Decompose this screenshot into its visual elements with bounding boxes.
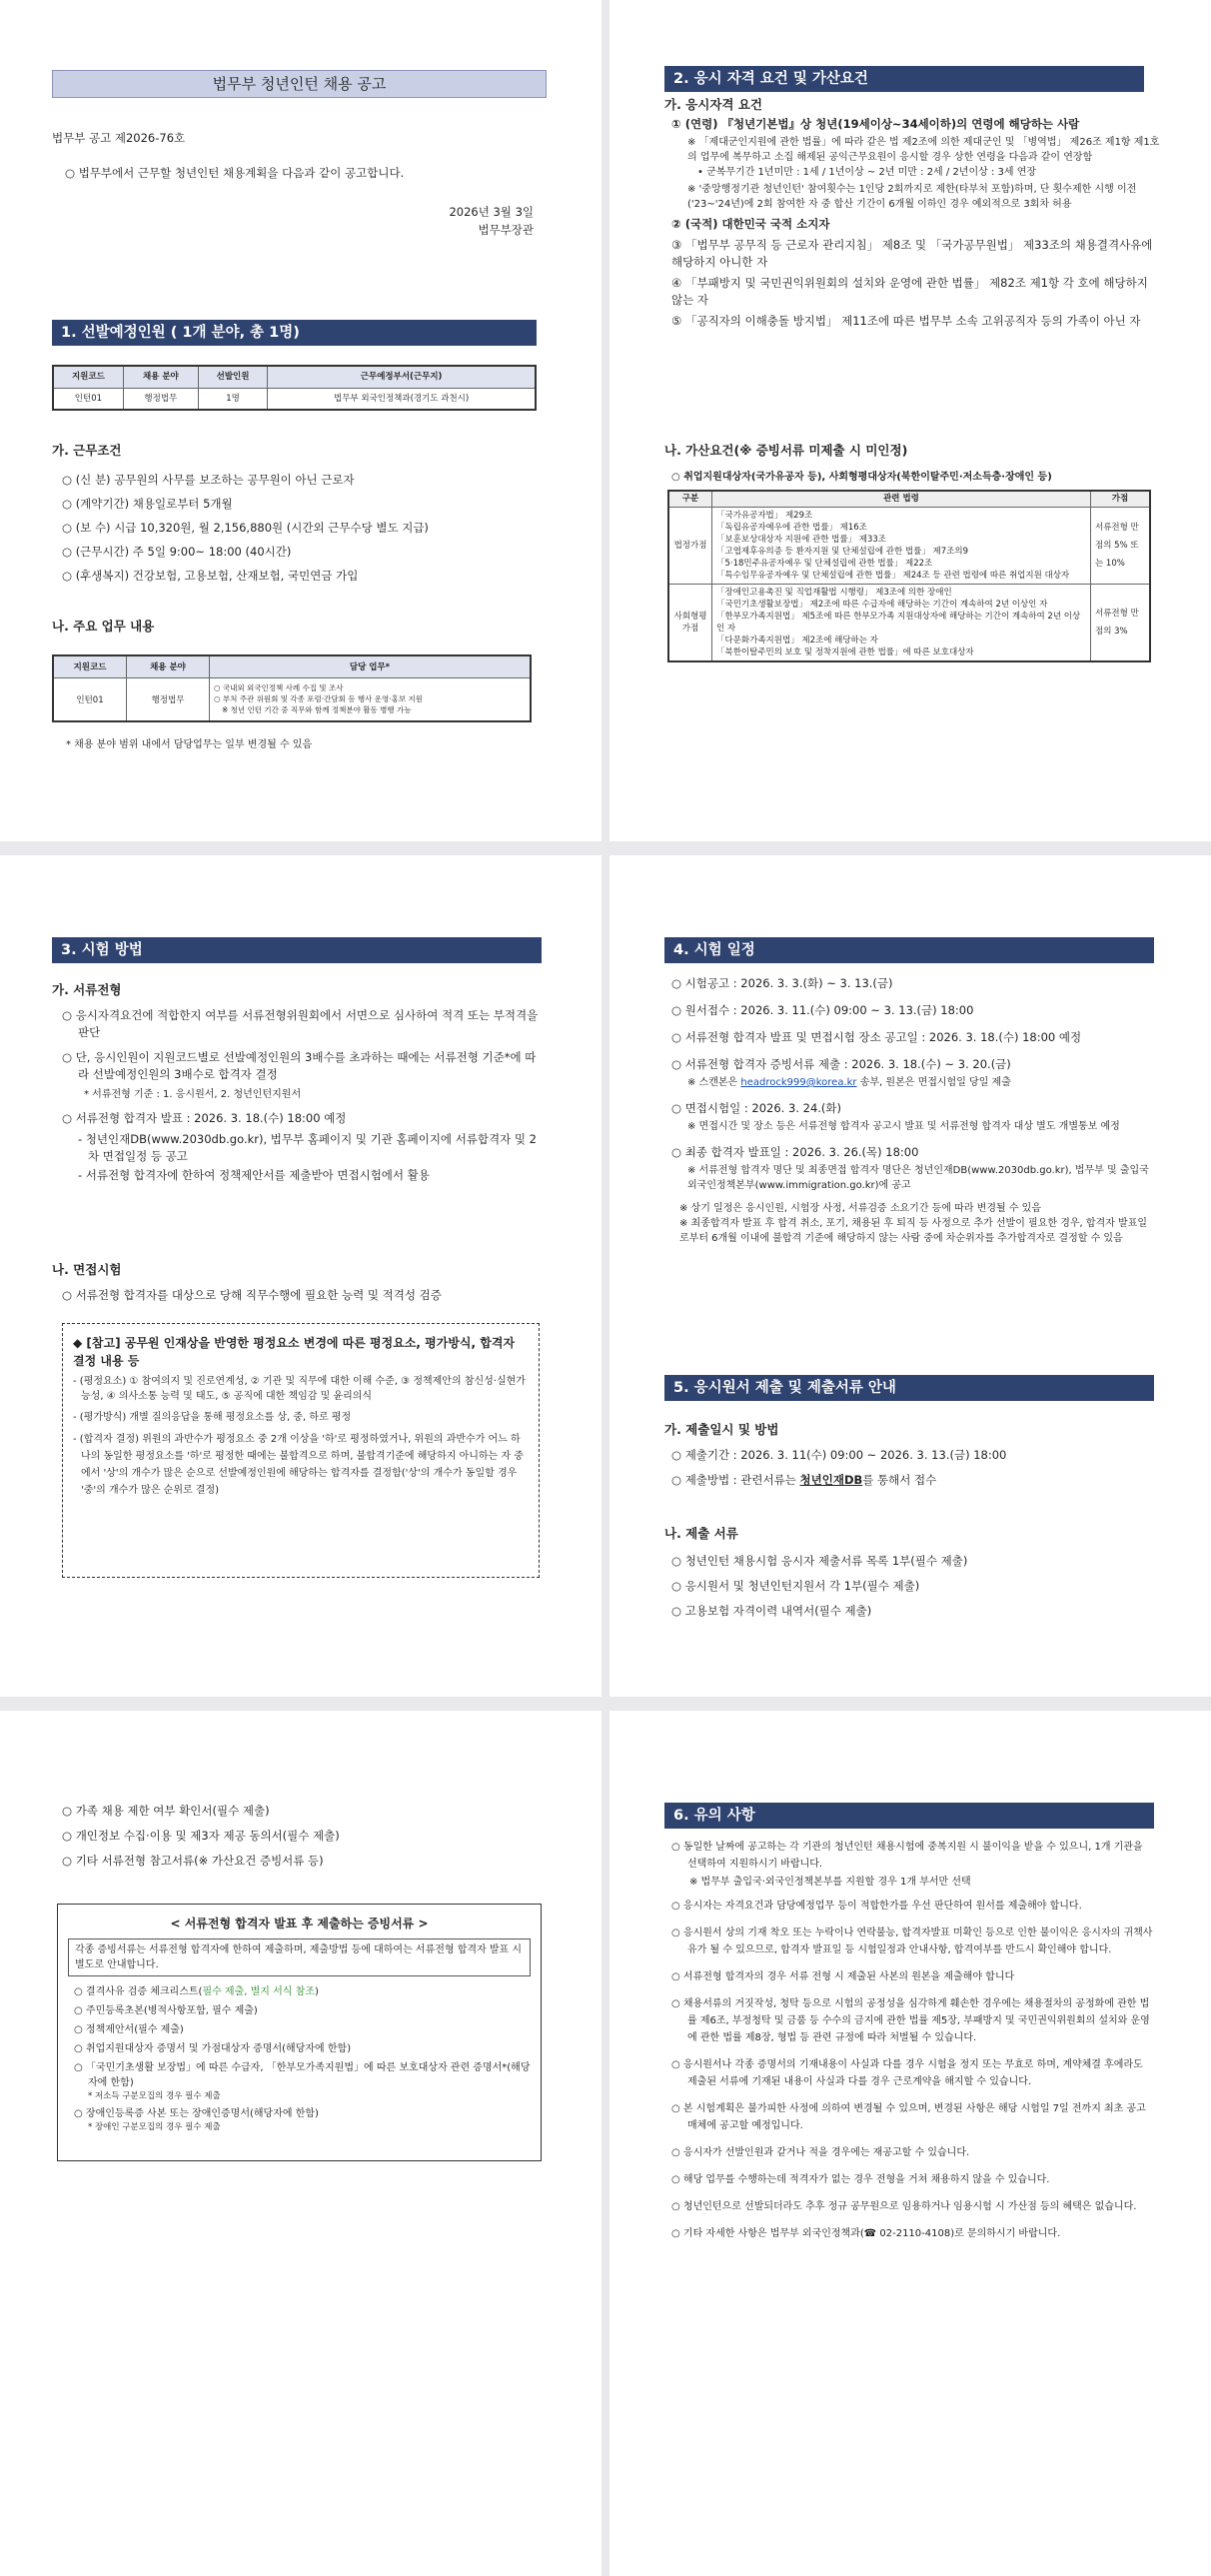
box-line: - (평정요소) ① 참여의지 및 진로연계성, ② 기관 및 직무에 대한 이해 수준, ③ 정책제안의 참신성·실현가능성, ④ 의사소통 능력 및 태도, ⑤ 공직에 대한 책임감 및 윤리의식 <box>73 1376 526 1402</box>
duty-item: ○ 국내외 외국인정책 사례 수집 및 조사 <box>214 683 344 693</box>
schedule-note: ※ 면접시간 및 장소 등은 서류전형 합격자 공고시 발표 및 서류전형 합격자 대상 별도 개별통보 예정 <box>687 1121 1120 1132</box>
law-item: 「5·18민주유공자예우 및 단체설립에 관한 법률」 제22조 <box>716 558 933 569</box>
list-item <box>671 1472 1155 1489</box>
page-1 <box>0 0 602 841</box>
documents-list <box>671 1553 1155 1620</box>
table-cell: 법정가점 <box>668 507 712 584</box>
bonus-table <box>667 490 1151 662</box>
qualification-note: • 군복무기간 1년미만 : 1세 / 1년이상 ~ 2년 미만 : 2세 / 2년이상 : 3세 연장 <box>697 167 1037 178</box>
table-header: 가점 <box>1091 491 1151 507</box>
note-text: 송부, 원본은 면접시험일 당일 제출 <box>856 1077 1011 1088</box>
sub-item: - 서류전형 합격자에 한하여 정책제안서를 제출받아 면접시험에서 활용 <box>78 1168 430 1182</box>
subheading-document-screening: 가. 서류전형 <box>52 982 122 997</box>
list-item: ○ (계약기간) 채용일로부터 5개월 <box>62 497 233 511</box>
subheading-qualifications: 가. 응시자격 요건 <box>664 97 762 112</box>
page-5 <box>0 1711 602 2576</box>
documents-list-cont <box>62 1803 542 1870</box>
notice-number: 법무부 공고 제2026-76호 <box>52 131 186 145</box>
page-6 <box>609 1711 1211 2576</box>
law-item: 「국가유공자법」 제29조 <box>716 510 813 521</box>
proof-required-label: 필수 제출, 별지 서식 참조 <box>202 1986 315 1997</box>
section-6-heading: 6. 유의 사항 <box>664 1803 1154 1829</box>
list-item: ○ 응시원서 상의 기재 착오 또는 누락이나 연락불능, 합격자발표 미확인 등으로 인한 불이익은 응시자의 귀책사유가 될 수 있으므로, 합격자 발표일 등 시험일정과 안내사항, 합격여부를 반드시 확인해야 합니다. <box>671 1928 1153 1955</box>
precautions-list <box>671 1839 1155 2242</box>
schedule-note: ※ 상기 일정은 응시인원, 시험장 사정, 서류검증 소요기간 등에 따라 변경될 수 있음 <box>679 1203 1042 1214</box>
section-4-heading: 4. 시험 일정 <box>664 937 1154 963</box>
list-item: ○ 가족 채용 제한 여부 확인서(필수 제출) <box>62 1804 270 1818</box>
qualification-nationality: ② (국적) 대한민국 국적 소지자 <box>671 217 830 231</box>
schedule-note: ※ 서류전형 합격자 명단 및 최종면접 합격자 명단은 청년인재DB(www.2030db.go.kr), 법무부 및 출입국외국인정책본부(www.immigration.go.kr)에 공고 <box>687 1165 1149 1191</box>
table-cell <box>210 677 532 721</box>
screening-list <box>62 1007 540 1184</box>
law-item: 「특수임무유공자예우 및 단체설립에 관한 법률」 제24조 등 관련 법령에 따른 취업지원 대상자 <box>716 570 1070 581</box>
schedule-note <box>671 1075 1155 1090</box>
list-item: ○ 단, 응시인원이 지원코드별로 선발예정인원의 3배수를 초과하는 때에는 서류전형 기준*에 따라 선발예정인원의 3배수로 합격자 결정 <box>62 1050 537 1081</box>
table-header: 채용 분야 <box>123 366 198 388</box>
proof-item: ○ 취업지원대상자 증명서 및 가점대상자 증명서(해당자에 한함) <box>74 2043 352 2054</box>
qualifications-list <box>671 116 1161 330</box>
box-intro: 각종 증빙서류는 서류전형 합격자에 한하여 제출하며, 제출방법 등에 대하여는 서류전형 합격자 발표 시 별도로 안내합니다. <box>68 1938 531 1976</box>
table-cell: 인턴01 <box>53 677 127 721</box>
table-cell <box>712 584 1091 661</box>
section-2-heading: 2. 응시 자격 요건 및 가산요건 <box>664 66 1144 92</box>
interview-desc: ○ 서류전형 합격자를 대상으로 당해 직무수행에 필요한 능력 및 적격성 검증 <box>62 1288 442 1302</box>
table-header: 근무예정부서(근무지) <box>268 366 536 388</box>
qualification-item: ⑤ 「공직자의 이해충돌 방지법」 제11조에 따른 법무부 소속 고위공직자 등의 가족이 아닌 자 <box>671 314 1141 328</box>
table-cell: 행정법무 <box>123 388 198 410</box>
schedule-item: ○ 서류전형 합격자 증빙서류 제출 : 2026. 3. 18.(수) ~ 3. 20.(금) <box>671 1057 1011 1071</box>
list-item: ○ (근무시간) 주 5일 9:00~ 18:00 (40시간) <box>62 545 292 559</box>
proof-item: ○ 정책제안서(필수 제출) <box>74 2024 184 2035</box>
table-header: 관련 법령 <box>712 491 1091 507</box>
section-5-heading: 5. 응시원서 제출 및 제출서류 안내 <box>664 1375 1154 1401</box>
qualification-item: ④ 「부패방지 및 국민권익위원회의 설치와 운영에 관한 법률」 제82조 제1항 각 호에 해당하지 않는 자 <box>671 276 1148 307</box>
list-item: ○ 기타 서류전형 참고서류(※ 가산요건 증빙서류 등) <box>62 1854 324 1868</box>
proof-item: ○ 장애인등록증 사본 또는 장애인증명서(해당자에 한함) <box>74 2108 319 2119</box>
proof-text: ) <box>314 1986 319 1997</box>
qualification-note: ※ 「제대군인지원에 관한 법률」에 따라 같은 법 제2조에 의한 제대군인 및 「병역법」 제26조 제1항 제1호의 업무에 복무하고 소집 해제된 공익근무요원이 응시할 경우 상한 연령을 다음과 같이 연장함 <box>687 137 1160 163</box>
proof-text: ○ 결격사유 검증 체크리스트( <box>74 1986 203 1997</box>
box-line: - (평가방식) 개별 질의응답을 통해 평정요소를 상, 중, 하로 평정 <box>73 1412 352 1423</box>
recruitment-table <box>52 365 537 411</box>
duty-item: ○ 부처 주관 위원회 및 각종 포럼·간담회 등 행사 운영·홍보 지원 <box>214 694 424 704</box>
subheading-interview: 나. 면접시험 <box>52 1262 122 1277</box>
law-item: 「국민기초생활보장법」 제2조에 따른 수급자에 해당하는 기간이 계속하여 2년 이상인 자 <box>716 599 1048 610</box>
law-item: 「독립유공자예우에 관한 법률」 제16조 <box>716 522 867 533</box>
qualification-note: ※ '중앙행정기관 청년인턴' 참여횟수는 1인당 2회까지로 제한(타부처 포함)하며, 단 횟수제한 시행 이전('23~'24년)에 2회 참여한 자 중 합산 기간이 6개월 이하인 경우 예외적으로 3회차 허용 <box>687 184 1137 210</box>
page-3 <box>0 855 602 1697</box>
qualification-item: ③ 「법무부 공무직 등 근로자 관리지침」 제8조 및 「국가공무원법」 제33조의 채용결격사유에 해당하지 아니한 자 <box>671 238 1153 269</box>
table-header: 지원코드 <box>53 366 123 388</box>
law-item: 「다문화가족지원법」 제2조에 해당하는 자 <box>716 635 878 645</box>
table-header: 담당 업무* <box>210 655 532 677</box>
proof-item <box>74 1984 531 1999</box>
table-cell: 행정법무 <box>127 677 210 721</box>
proof-note: * 장애인 구분모집의 경우 필수 제출 <box>88 2122 221 2132</box>
law-item: 「한부모가족지원법」 제5조에 따른 한부모가족 지원대상자에 해당하는 기간이 계속하여 2년 이상인 자 <box>716 611 1081 634</box>
list-item: ○ (보 수) 시급 10,320원, 월 2,156,880원 (시간외 근무수당 별도 지급) <box>62 521 429 535</box>
table-cell <box>712 507 1091 584</box>
subheading-submission: 가. 제출일시 및 방법 <box>664 1422 779 1437</box>
list-note: ※ 법무부 출입국·외국인정책본부를 지원할 경우 1개 부서만 선택 <box>689 1877 971 1888</box>
schedule-item: ○ 최종 합격자 발표일 : 2026. 3. 26.(목) 18:00 <box>671 1145 919 1159</box>
subheading-work-conditions: 가. 근무조건 <box>52 443 122 458</box>
list-item: ○ 본 시험계획은 불가피한 사정에 의하여 변경될 수 있으며, 변경된 사항은 해당 시험일 7일 전까지 최초 공고매체에 공고할 예정입니다. <box>671 2103 1146 2131</box>
list-item: ○ 기타 자세한 사항은 법무부 외국인정책과(☎ 02-2110-4108)로 문의하시기 바랍니다. <box>671 2228 1061 2239</box>
proof-item: ○ 주민등록초본(병적사항포함, 필수 제출) <box>74 2005 258 2016</box>
sub-item: - 청년인재DB(www.2030db.go.kr), 법무부 홈페이지 및 기관 홈페이지에 서류합격자 및 2차 면접일정 등 공고 <box>78 1132 537 1163</box>
table-cell: 서류전형 만점의 5% 또는 10% <box>1091 507 1151 584</box>
table-header: 채용 분야 <box>127 655 210 677</box>
table-cell: 법무부 외국인정책과(경기도 과천시) <box>268 388 536 410</box>
email-link[interactable]: headrock999@korea.kr <box>740 1077 857 1088</box>
list-item: ○ 응시자는 자격요건과 담당예정업무 등이 적합한가를 우선 판단하여 원서를 제출해야 합니다. <box>671 1901 1082 1912</box>
table-cell: 1명 <box>198 388 267 410</box>
table-cell: 인턴01 <box>53 388 123 410</box>
schedule-item: ○ 원서접수 : 2026. 3. 11.(수) 09:00 ~ 3. 13.(금) 18:00 <box>671 1003 974 1017</box>
table-cell: 서류전형 만점의 3% <box>1091 584 1151 661</box>
law-item: 「북한이탈주민의 보호 및 정착지원에 관한 법률」에 따른 보호대상자 <box>716 646 974 657</box>
proof-list <box>68 1984 531 2133</box>
duties-table <box>52 654 532 722</box>
announce-date: 2026년 3월 3일 <box>449 205 534 219</box>
page-4 <box>609 855 1211 1697</box>
list-item: ○ 해당 업무를 수행하는데 적격자가 없는 경우 전형을 거쳐 채용하지 않을 수 있습니다. <box>671 2174 1050 2185</box>
proof-note: * 저소득 구분모집의 경우 필수 제출 <box>88 2091 221 2101</box>
duties-footnote: * 채용 분야 범위 내에서 담당업무는 일부 변경될 수 있음 <box>66 739 313 750</box>
subheading-bonus: 나. 가산요건(※ 증빙서류 미제출 시 미인정) <box>664 443 908 458</box>
table-header: 지원코드 <box>53 655 127 677</box>
proof-docs-box <box>57 1904 542 2161</box>
table-header: 선발인원 <box>198 366 267 388</box>
list-item: ○ 서류전형 합격자 발표 : 2026. 3. 18.(수) 18:00 예정 <box>62 1111 347 1125</box>
schedule-note: ※ 최종합격자 발표 후 합격 취소, 포기, 채용된 후 퇴직 등 사정으로 추가 선발이 필요한 경우, 합격자 발표일로부터 6개월 이내에 불합격 기준에 해당하지 않는 사람 중에 차순위자를 추가합격자로 결정할 수 있음 <box>679 1218 1148 1244</box>
page-2 <box>609 0 1211 841</box>
issuer: 법무부장관 <box>478 223 534 237</box>
list-item: ○ 제출기간 : 2026. 3. 11(수) 09:00 ~ 2026. 3. 13.(금) 18:00 <box>671 1448 1007 1462</box>
section-1-heading: 1. 선발예정인원 ( 1개 분야, 총 1명) <box>52 320 537 346</box>
list-item: ○ 응시원서나 각종 증명서의 기재내용이 사실과 다를 경우 시험을 정지 또는 무효로 하며, 계약체결 후에라도 제출된 서류에 기재된 내용이 사실과 다를 경우 근로계약을 해지할 수 있습니다. <box>671 2059 1143 2087</box>
table-header: 구분 <box>668 491 712 507</box>
qualification-age: ① (연령) 『청년기본법』상 청년(19세이상~34세이하)의 연령에 해당하는 사람 <box>671 117 1080 131</box>
schedule-item: ○ 면접시험일 : 2026. 3. 24.(화) <box>671 1101 841 1115</box>
schedule-item: ○ 서류전형 합격자 발표 및 면접시험 장소 공고일 : 2026. 3. 18.(수) 18:00 예정 <box>671 1030 1082 1044</box>
list-text: ○ 제출방법 : 관련서류는 <box>671 1473 800 1487</box>
youth-db-label: 청년인재DB <box>799 1473 863 1487</box>
evaluation-box <box>62 1323 540 1578</box>
list-item: ○ 응시자격요건에 적합한지 여부를 서류전형위원회에서 서면으로 심사하여 적격 또는 부적격을 판단 <box>62 1008 539 1039</box>
list-item: ○ 서류전형 합격자의 경우 서류 전형 시 제출된 사본의 원본을 제출해야 합니다 <box>671 1971 1015 1982</box>
intro-text: ○ 법무부에서 근무할 청년인턴 채용계획을 다음과 같이 공고합니다. <box>65 166 405 180</box>
list-item: ○ 응시자가 선발인원과 같거나 적을 경우에는 재공고할 수 있습니다. <box>671 2147 970 2158</box>
section-3-heading: 3. 시험 방법 <box>52 937 542 963</box>
schedule-item: ○ 시험공고 : 2026. 3. 3.(화) ~ 3. 13.(금) <box>671 976 893 990</box>
subheading-documents: 나. 제출 서류 <box>664 1526 738 1541</box>
proof-item: ○ 「국민기초생활 보장법」에 따른 수급자, 「한부모가족지원법」에 따른 보호대상자 관련 증명서*(해당자에 한함) <box>74 2062 531 2088</box>
list-item: ○ 응시원서 및 청년인턴지원서 각 1부(필수 제출) <box>671 1579 920 1593</box>
list-item: ○ 동일한 날짜에 공고하는 각 기관의 청년인턴 채용시험에 중복지원 시 불이익을 받을 수 있으니, 1개 기관을 선택하여 지원하시기 바랍니다. <box>671 1842 1143 1870</box>
box-title: ◆ [참고] 공무원 인재상을 반영한 평정요소 변경에 따른 평정요소, 평가방식, 합격자 결정 내용 등 <box>73 1336 516 1368</box>
list-item: ○ (신 분) 공무원의 사무를 보조하는 공무원이 아닌 근로자 <box>62 473 355 487</box>
note-text: ※ 스캔본은 <box>687 1077 741 1088</box>
list-text: 를 통해서 접수 <box>862 1473 937 1487</box>
law-item: 「고엽제후유의증 등 환자지원 및 단체설립에 관한 법률」 제7조의9 <box>716 546 969 557</box>
schedule-list <box>671 975 1155 1246</box>
law-item: 「보훈보상대상자 지원에 관한 법률」 제33조 <box>716 534 887 545</box>
list-item: ○ 개인정보 수집·이용 및 제3자 제공 동의서(필수 제출) <box>62 1829 340 1843</box>
bonus-target: ○ 취업지원대상자(국가유공자 등), 사회형평대상자(북한이탈주민·저소득층·장애인 등) <box>671 472 1052 483</box>
table-cell: 사회형평가점 <box>668 584 712 661</box>
announcement-title: 법무부 청년인턴 채용 공고 <box>52 70 547 98</box>
criteria-note: * 서류전형 기준 : 1. 응시원서, 2. 청년인턴지원서 <box>84 1089 302 1100</box>
box-line: - (합격자 결정) 위원의 과반수가 평정요소 중 2개 이상을 '하'로 평정하였거나, 위원의 과반수가 어느 하나의 동일한 평정요소를 '하'로 평정한 때에는 불합격으로 하며, 불합격기준에 해당하지 아니하는 자 중에서 '상'의 개수가 많은 순으로 선발예정인원에 해당하는 합격자를 결정함('상'의 개수가 동일할 경우 '중'의 개수가 많은 순위로 결정) <box>73 1434 524 1496</box>
list-item: ○ 채용서류의 거짓작성, 청탁 등으로 시험의 공정성을 심각하게 훼손한 경우에는 채용절차의 공정화에 관한 법률 제6조, 부정청탁 및 금품 등 수수의 금지에 관한 법률 제5장, 부패방지 및 국민권익위원회의 설치와 운영에 관한 법률 제8장, 형법 등 관련 규정에 따라 처벌될 수 있습니다. <box>671 1998 1150 2043</box>
list-item: ○ 청년인턴으로 선발되더라도 추후 정규 공무원으로 임용하거나 임용시험 시 가산점 등의 혜택은 없습니다. <box>671 2201 1137 2212</box>
list-item: ○ 청년인턴 채용시험 응시자 제출서류 목록 1부(필수 제출) <box>671 1554 968 1568</box>
conditions-list <box>62 472 542 585</box>
submission-list <box>671 1447 1155 1489</box>
duty-item: ※ 청년 인턴 기간 중 직무와 함께 정책분야 활동 병행 가능 <box>222 705 412 715</box>
subheading-main-duties: 나. 주요 업무 내용 <box>52 619 155 634</box>
box-title: < 서류전형 합격자 발표 후 제출하는 증빙서류 > <box>170 1917 429 1931</box>
list-item: ○ 고용보험 자격이력 내역서(필수 제출) <box>671 1604 872 1618</box>
law-item: 「장애인고용촉진 및 직업재활법 시행령」 제3조에 의한 장애인 <box>716 587 952 598</box>
list-item: ○ (후생복지) 건강보험, 고용보험, 산재보험, 국민연금 가입 <box>62 569 359 583</box>
